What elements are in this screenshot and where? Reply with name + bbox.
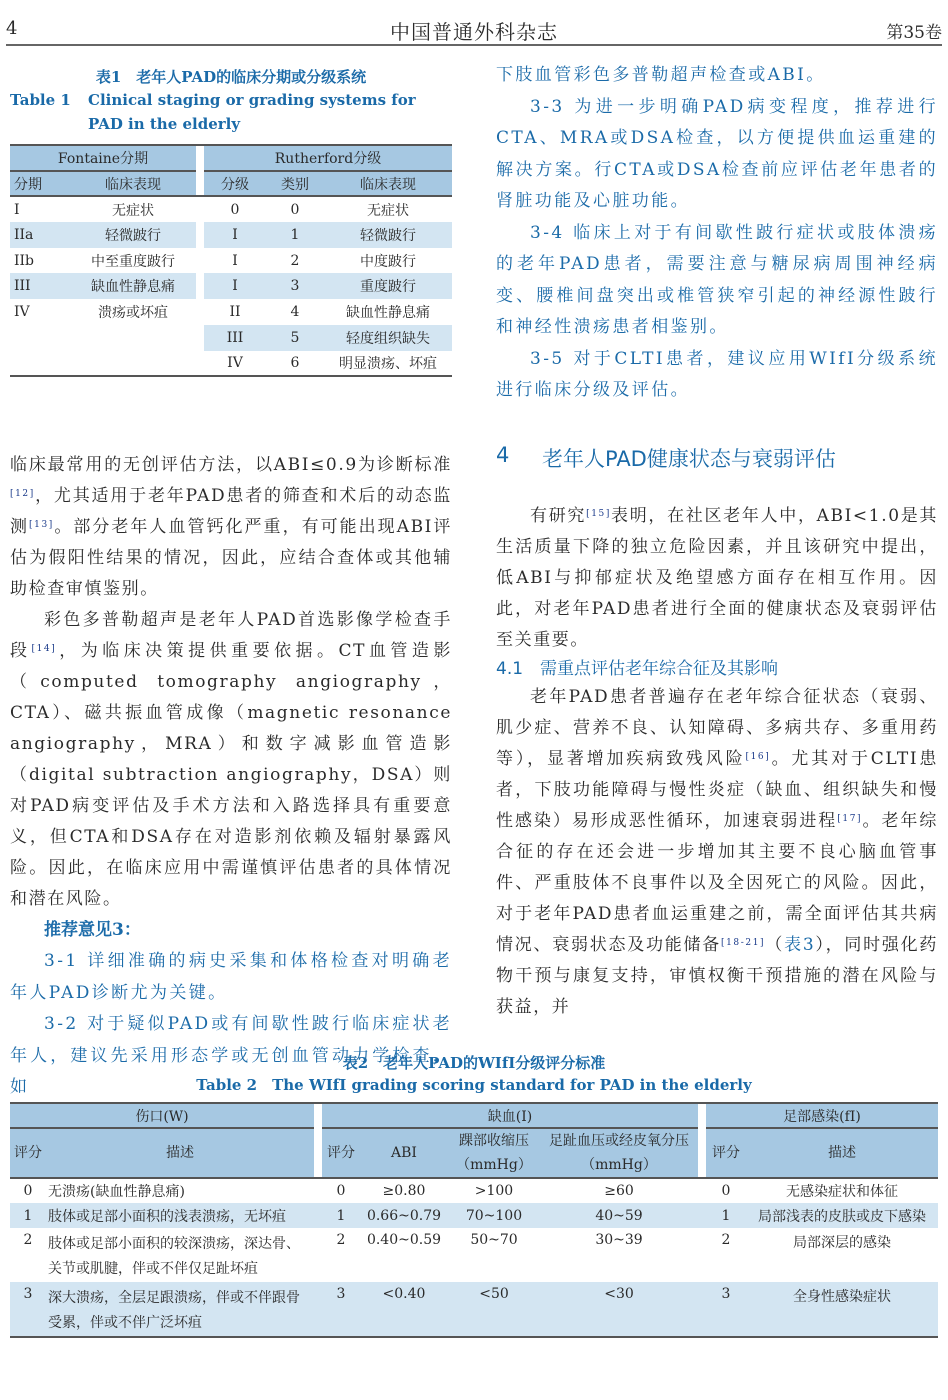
col-i-score: 评分: [322, 1128, 360, 1178]
toe-pressure: 40~59: [540, 1203, 698, 1228]
table1-row: [10, 248, 452, 274]
rutherford-grade: II: [229, 303, 241, 320]
infection-score: 1: [706, 1203, 746, 1228]
group-wound: 伤口(W): [10, 1103, 314, 1128]
fontaine-clinical: 轻微跛行: [70, 222, 196, 248]
toe-pressure: <30: [540, 1282, 698, 1337]
col-clinical-2: 临床表现: [324, 171, 452, 197]
col-clinical: 临床表现: [70, 171, 196, 197]
rutherford-category: 4: [290, 303, 300, 320]
table2-row: [10, 1282, 938, 1337]
recommendation-3-4: 3-4 临床上对于有间歇性跛行症状或肢体溃疡的老年PAD患者，需要注意与糖尿病周围神经病变、腰椎间盘突出或椎管狭窄引起的神经源性跛行和神经性溃疡患者相鉴别。: [496, 222, 938, 337]
wound-score: 2: [23, 1232, 33, 1248]
table1-row: [10, 325, 452, 351]
paragraph-abi: 临床最常用的无创评估方法，以ABI≤0.9为诊断标准[12]，尤其适用于老年PAD患者的筛查和术后的动态监测[13]。部分老年人血管钙化严重，有可能出现ABI评估为假阳性结果的情况，因此，应结合查体或其他辅助检查审慎鉴别。: [10, 455, 452, 599]
fontaine-stage: [10, 325, 70, 351]
right-column: [496, 60, 938, 1023]
abi-value: 0.66~0.79: [360, 1203, 448, 1228]
rutherford-category: 1: [266, 222, 324, 248]
col-category: 类别: [266, 171, 324, 197]
abi-value: 0.40~0.59: [366, 1232, 442, 1248]
rutherford-clinical: 重度跛行: [324, 273, 452, 299]
wound-score: 1: [10, 1203, 46, 1228]
table1-row: [10, 196, 452, 222]
rutherford-header: Rutherford分级: [204, 145, 452, 171]
rutherford-grade: I: [232, 252, 238, 269]
rutherford-grade: IV: [227, 354, 243, 371]
recommendation-3-1: 3-1 详细准确的病史采集和体格检查对明确老年人PAD诊断尤为关键。: [10, 951, 452, 1003]
fontaine-stage: III: [10, 273, 70, 299]
journal-title: 中国普通外科杂志: [390, 20, 558, 44]
col-fi-desc: 描述: [746, 1128, 938, 1178]
wound-description: 肢体或足部小面积的较深溃疡，深达骨、关节或肌腱，伴或不伴仅足趾坏疽: [48, 1236, 300, 1277]
citation[interactable]: [12]: [10, 489, 35, 499]
group-ischemia: 缺血(I): [322, 1103, 698, 1128]
table1-row: [10, 273, 452, 299]
infection-score: 0: [721, 1183, 731, 1199]
ischemia-score: 1: [322, 1203, 360, 1228]
recommendation-3-2: 3-2 对于疑似PAD或有间歇性跛行临床症状老年人，建议先采用形态学或无创血管动力学检查，如: [10, 1014, 452, 1097]
col-fi-score: 评分: [706, 1128, 746, 1178]
rutherford-grade: I: [204, 273, 266, 299]
fontaine-stage: IIb: [14, 252, 35, 269]
col-stage: 分期: [10, 171, 70, 197]
section-4-heading: 4 老年人PAD健康状态与衰弱评估: [496, 442, 836, 471]
rutherford-clinical: 中度跛行: [360, 253, 416, 270]
rutherford-grade: 0: [230, 201, 240, 218]
wound-description: 深大溃疡，全层足跟溃疡，伴或不伴跟骨受累，伴或不伴广泛坏疽: [46, 1282, 314, 1337]
page-number: 4: [6, 18, 18, 39]
recommendation-3-2-cont: 下肢血管彩色多普勒超声检查或ABI。: [496, 65, 826, 85]
rutherford-clinical: 无症状: [367, 202, 409, 219]
abi-value: ≥0.80: [382, 1183, 426, 1199]
col-w-desc: 描述: [46, 1128, 314, 1178]
ischemia-score: 0: [336, 1183, 346, 1199]
col-w-score: 评分: [10, 1128, 46, 1178]
table1-caption-cn: 表1 老年人PAD的临床分期或分级系统: [95, 68, 367, 86]
table1: [10, 144, 452, 377]
fontaine-clinical: 中至重度跛行: [91, 253, 175, 270]
rutherford-clinical: 明显溃疡、坏疽: [339, 355, 437, 372]
paragraph-geriatric: 老年PAD患者普遍存在老年综合征状态（衰弱、肌少症、营养不良、认知障碍、多病共存、多重用药等），显著增加疾病致残风险[16]。尤其对于CLTI患者，下肢功能障碍与慢性炎症（缺血、组织缺失和慢性感染）易形成恶性循环，加速衰弱进程[17]。老年综合征的存在还会进一步增加其主要不良心脑血管事件、严重肢体不良事件以及全因死亡的风险。因此，对于老年PAD患者血运重建之前，需全面评估其共病情况、衰弱状态及功能储备[18-21]（表3），同时强化药物干预与康复支持，审慎权衡干预措施的潜在风险与获益，并: [496, 686, 938, 1017]
infection-score: 2: [721, 1232, 731, 1248]
citation[interactable]: [14]: [31, 644, 57, 654]
rutherford-category: 3: [266, 273, 324, 299]
ankle-pressure: >100: [474, 1183, 514, 1199]
infection-description: 局部深层的感染: [793, 1235, 891, 1251]
table2-row: [10, 1178, 938, 1203]
paragraph-imaging: 彩色多普勒超声是老年人PAD首选影像学检查手段[14]，为临床决策提供重要依据。CT血管造影（computed tomography angiography，CTA）、磁共振血管成像（magnetic resonance angiography，MRA）和数字减影血管造影（digital subtraction angiography，DSA）则对PAD病变评估及手术方法和入路选择具有重要意义，但CTA和DSA存在对造影剂依赖及辐射暴露风险。因此，在临床应用中需谨慎评估患者的具体情况和潜在风险。: [10, 610, 452, 909]
col-grade: 分级: [204, 171, 266, 197]
fontaine-stage: [10, 351, 70, 377]
col-toe-pressure: 足趾血压或经皮氧分压 （mmHg）: [540, 1128, 698, 1178]
infection-score: 3: [706, 1282, 746, 1337]
ischemia-score: 3: [322, 1282, 360, 1337]
section-4-1-heading: 4.1 需重点评估老年综合征及其影响: [496, 658, 778, 679]
fontaine-clinical: 缺血性静息痛: [70, 273, 196, 299]
citation[interactable]: [18-21]: [721, 937, 766, 948]
citation[interactable]: [17]: [837, 813, 863, 824]
wound-description: 肢体或足部小面积的浅表溃疡，无坏疽: [46, 1203, 314, 1228]
infection-description: 局部浅表的皮肤或皮下感染: [746, 1203, 938, 1228]
fontaine-header: Fontaine分期: [10, 145, 196, 171]
left-column: [10, 66, 452, 1097]
table1-row: [10, 351, 452, 377]
fontaine-clinical: 溃疡或坏疽: [98, 304, 168, 321]
ankle-pressure: 70~100: [448, 1203, 540, 1228]
rutherford-clinical: 缺血性静息痛: [346, 304, 430, 321]
table2-block: [10, 1052, 938, 1338]
table2-row: [10, 1228, 938, 1282]
rutherford-grade: III: [204, 325, 266, 351]
rutherford-clinical: 轻微跛行: [324, 222, 452, 248]
paragraph-abi-quality: 有研究[15]表明，在社区老年人中，ABI<1.0是其生活质量下降的独立危险因素，并且该研究中提出，低ABI与抑郁症状及绝望感方面存在相互作用。因此，对老年PAD患者进行全面的健康状态及衰弱评估至关重要。: [496, 505, 938, 650]
col-abi: ABI: [360, 1128, 448, 1178]
rutherford-category: 0: [290, 201, 300, 218]
fontaine-stage: I: [14, 201, 20, 218]
table1-caption-en: [10, 88, 452, 136]
ankle-pressure: <50: [448, 1282, 540, 1337]
rutherford-category: 2: [290, 252, 300, 269]
table2-caption-cn: 表2 老年人PAD的WIfI分级评分标准: [342, 1054, 606, 1072]
wound-score: 0: [23, 1183, 33, 1199]
infection-description: 无感染症状和体征: [786, 1184, 898, 1200]
table3-link[interactable]: 表3: [784, 934, 816, 955]
fontaine-clinical: [70, 351, 196, 377]
wound-description: 无溃疡(缺血性静息痛): [48, 1184, 185, 1200]
ischemia-score: 2: [336, 1232, 346, 1248]
table2-row: [10, 1203, 938, 1228]
fontaine-stage: IIa: [10, 222, 70, 248]
recommendation-3-5: 3-5 对于CLTI患者，建议应用WIfI分级系统进行临床分级及评估。: [496, 348, 938, 400]
fontaine-stage: IV: [14, 303, 30, 320]
rutherford-category: 5: [266, 325, 324, 351]
table1-title-en: Clinical staging or grading systems for PAD in the elderly: [88, 91, 416, 133]
fontaine-clinical: 无症状: [112, 202, 154, 219]
toe-pressure: 30~39: [595, 1232, 643, 1248]
toe-pressure: ≥60: [604, 1183, 634, 1199]
rutherford-grade: I: [204, 222, 266, 248]
volume-label: 第35卷: [886, 23, 942, 43]
ankle-pressure: 50~70: [470, 1232, 518, 1248]
fontaine-clinical: [70, 325, 196, 351]
infection-description: 全身性感染症状: [746, 1282, 938, 1337]
rutherford-clinical: 轻度组织缺失: [324, 325, 452, 351]
table1-row: [10, 222, 452, 248]
group-infection: 足部感染(fI): [706, 1103, 938, 1128]
recommendation-3-3: 3-3 为进一步明确PAD病变程度，推荐进行CTA、MRA或DSA检查，以方便提供血运重建的解决方案。行CTA或DSA检查前应评估老年患者的肾脏功能及心脏功能。: [496, 96, 938, 211]
rutherford-category: 6: [290, 354, 300, 371]
table1-label: Table 1: [10, 91, 71, 109]
table2: [10, 1102, 938, 1338]
page-header: [6, 10, 942, 46]
citation[interactable]: [13]: [29, 520, 54, 530]
wound-score: 3: [10, 1282, 46, 1337]
table1-row: [10, 299, 452, 325]
recommendation-heading: 推荐意见3：: [44, 920, 141, 940]
citation[interactable]: [16]: [745, 751, 771, 762]
table2-caption-en: Table 2 The WIfI grading scoring standard for PAD in the elderly: [196, 1076, 752, 1094]
abi-value: <0.40: [360, 1282, 448, 1337]
col-ankle-pressure: 踝部收缩压 （mmHg）: [448, 1128, 540, 1178]
citation[interactable]: [15]: [586, 508, 611, 519]
